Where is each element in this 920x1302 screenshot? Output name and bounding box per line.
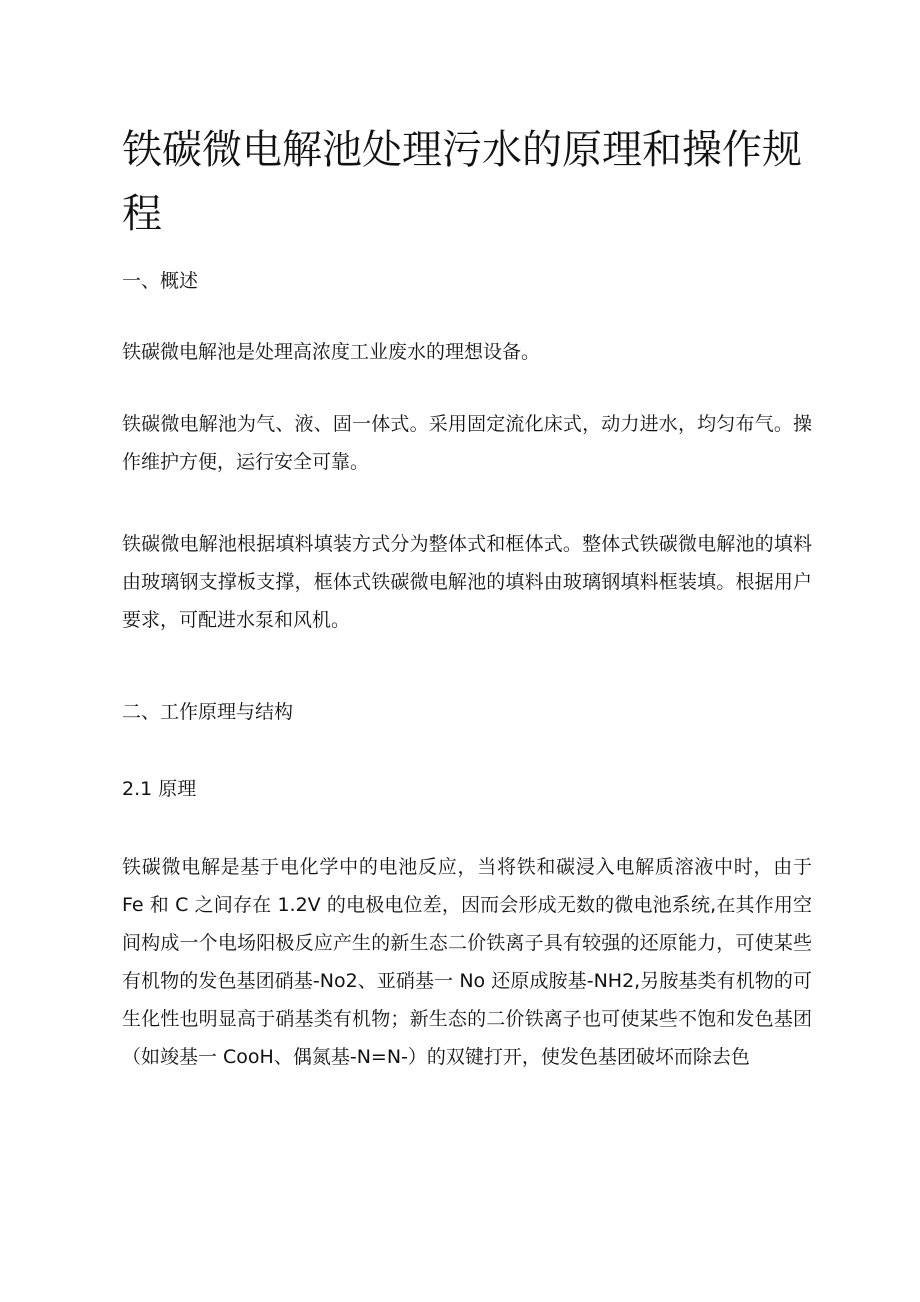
- document-title: 铁碳微电解池处理污水的原理和操作规程: [122, 127, 802, 237]
- paragraph-structure: 铁碳微电解池为气、液、固一体式。采用固定流化床式，动力进水，均匀布气。操作维护方便，运行安全可靠。: [122, 413, 812, 473]
- section-heading-principle-structure: 二、工作原理与结构: [122, 701, 294, 723]
- paragraph-intro: 铁碳微电解池是处理高浓度工业废水的理想设备。: [122, 341, 541, 363]
- section-heading-overview: 一、概述: [122, 270, 199, 292]
- subsection-heading-principle: 2.1 原理: [122, 778, 197, 800]
- paragraph-principle: 铁碳微电解是基于电化学中的电池反应，当将铁和碳浸入电解质溶液中时，由于 Fe 和 C 之间存在 1.2V 的电极电位差，因而会形成无数的微电池系统,在其作用空间构成一个电场阳极反应产生的新生态二价铁离子具有较强的还原能力，可使某些有机物的发色基团硝基-No2、亚硝基一 No 还原成胺基-NH2,另胺基类有机物的可生化性也明显高于硝基类有机物；新生态的二价铁离子也可使某些不饱和发色基团（如竣基一 CooH、偶氮基-N=N-）的双键打开，使发色基团破坏而除去色: [122, 856, 812, 1068]
- paragraph-packing-types: 铁碳微电解池根据填料填装方式分为整体式和框体式。整体式铁碳微电解池的填料由玻璃钢支撑板支撑，框体式铁碳微电解池的填料由玻璃钢填料框装填。根据用户要求，可配进水泵和风机。: [122, 533, 812, 631]
